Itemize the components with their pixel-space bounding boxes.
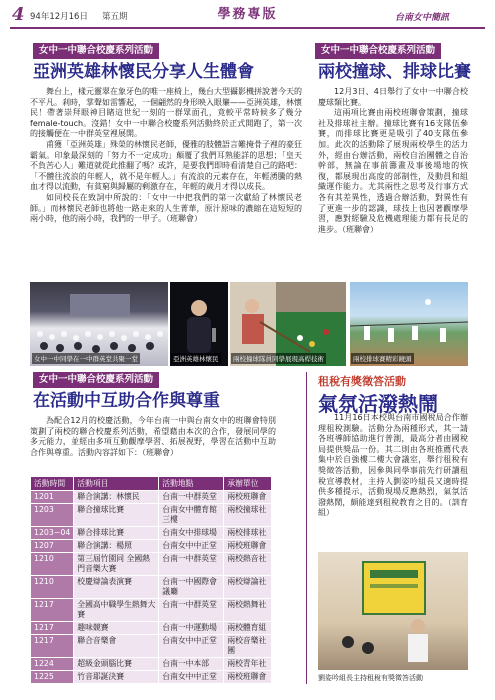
- photo-caption: 兩校排球賽精彩鏡頭: [353, 355, 412, 363]
- table-cell: 兩校撞球社: [224, 504, 272, 527]
- article3-title: 在活動中互助合作與尊重: [33, 391, 220, 411]
- table-cell: 兩校熱舞社: [224, 599, 272, 622]
- quiz-illustration: [318, 552, 468, 670]
- photo-lin-huai-min: [170, 282, 228, 366]
- table-cell: 台南一中群英堂: [159, 553, 224, 576]
- table-cell: 1217: [31, 635, 74, 658]
- table-header-cell: 活動項目: [74, 477, 159, 491]
- table-cell: 全國高中職學生熱舞大賽: [74, 599, 159, 622]
- table-cell: 台南一中群英堂: [159, 599, 224, 622]
- table-cell: 台南女中排球場: [159, 527, 224, 540]
- article3-section-bar: 女中一中聯合校慶系列活動: [33, 372, 159, 388]
- table-cell: 超級金頭腦比賽: [74, 658, 159, 671]
- table-row: [31, 622, 272, 635]
- table-cell: 竹音耶誕決賽: [74, 671, 159, 684]
- table-header-cell: 活動地點: [159, 477, 224, 491]
- table-row: [31, 504, 272, 527]
- table-cell: 台南一中本部: [159, 658, 224, 671]
- table-cell: 兩校班聯會: [224, 540, 272, 553]
- table-cell: 聯合演講：林懷民: [74, 491, 159, 504]
- article1-title: 亞洲英雄林懷民分享人生體會: [33, 62, 254, 82]
- table-cell: 1203: [31, 504, 74, 527]
- table-cell: 台南女中中正堂: [159, 540, 224, 553]
- article1-paragraph: 甫獲「亞洲英雄」殊榮的林懷民老師，優雅的肢體語言難掩骨子裡的豪狂霸氣。印象最深刻的「努力不一定成功」顛覆了我們耳熟能詳的思想；「皇天不負苦心人」難道就從此推翻了嗎？或許，是要我們即時看清楚自己的路吧：「不體往流浪的年輕人，就不是年輕人。」有流浪的元素存在，年輕湧騰的熱血才得以流動，有貧窮與歸屬的剩激存在，年輕的歲月才得以成長。: [30, 139, 302, 192]
- header-divider: [10, 27, 485, 29]
- article4-section-label: 租稅有獎徵答活動: [318, 375, 406, 388]
- article1-paragraph: 舞台上，樣元靈翠在象牙色的唯一座椅上，幾台大型攝影機拼說著今天的不平凡。剎時，掌聲如雷響起，一個翩然的身形映入眼簾——亞洲英雄，林懷民！帶著崇拜眼神目睹這世紀一刻的一群眾面孔，竟較平常時候多了幾分female-touch。沒錯！女中一中聯合校慶系列活動終於正式開跑了，第一次的接觸便在一中群英堂裡展開。: [30, 87, 302, 139]
- article1-paragraph: 如同校長在致詞中所說的：「女中一中把我們的第一次獻給了林懷民老師。」而林懷民老師也將他一路走來的人生菁華，原汁原味的濃縮在這短短的兩小時，他的兩小時，我們的一甲子。（班聯會）: [30, 192, 302, 224]
- table-cell: 1225: [31, 671, 74, 684]
- table-cell: 1210: [31, 553, 74, 576]
- table-cell: 校慶辯論表演賽: [74, 576, 159, 599]
- photo-auditorium: [30, 282, 168, 366]
- table-cell: 1217: [31, 622, 74, 635]
- table-cell: 1210: [31, 576, 74, 599]
- article2-body: [318, 87, 468, 279]
- table-row: [31, 635, 272, 658]
- table-row: [31, 553, 272, 576]
- table-cell: 1201: [31, 491, 74, 504]
- table-cell: 聯合音樂會: [74, 635, 159, 658]
- table-cell: 聯合撞球比賽: [74, 504, 159, 527]
- article4-body: [318, 413, 468, 545]
- page-number: 4: [12, 4, 25, 25]
- photo-volleyball: [350, 282, 468, 366]
- issue-number: 第五期: [102, 12, 128, 22]
- table-cell: 第三屆竹園同 全國熱門音樂大賽: [74, 553, 159, 576]
- table-cell: 趣味競賽: [74, 622, 159, 635]
- table-cell: 台南女中中正堂: [159, 671, 224, 684]
- table-cell: 兩校音樂社團: [224, 635, 272, 658]
- table-header-row: [31, 477, 272, 491]
- article2-section-bar: 女中一中聯合校慶系列活動: [315, 43, 441, 59]
- column-divider: [306, 372, 307, 684]
- issue-date: 94年12月16日: [30, 12, 88, 22]
- table-cell: 兩校排球社: [224, 527, 272, 540]
- table-cell: 1224: [31, 658, 74, 671]
- table-cell: 台南一中群英堂: [159, 491, 224, 504]
- article4-photo-caption: 劉姿吟組長主持租稅有獎徵答活動: [318, 674, 423, 682]
- table-cell: 台南女中體育館三樓: [159, 504, 224, 527]
- photo-caption: 女中一中同學在一中群英堂共聚一堂: [34, 355, 138, 363]
- table-row: [31, 599, 272, 622]
- photo-billiards: [230, 282, 346, 366]
- table-cell: 聯合演講：楊照: [74, 540, 159, 553]
- table-cell: 台南女中中正堂: [159, 635, 224, 658]
- article1-body: [30, 87, 302, 277]
- table-cell: 兩校青年社: [224, 658, 272, 671]
- article1-section-bar: 女中一中聯合校慶系列活動: [33, 43, 159, 59]
- article2-title: 兩校撞球、排球比賽: [318, 62, 471, 82]
- photo-tax-quiz: [318, 552, 468, 670]
- table-body: [31, 491, 272, 684]
- table-cell: 兩校體育組: [224, 622, 272, 635]
- section-title: 學務專版: [217, 7, 278, 22]
- table-cell: 兩校辯論社: [224, 576, 272, 599]
- table-header-cell: 活動時間: [31, 477, 74, 491]
- article4-paragraph: 11月16日本校與台南市國稅局合作辦理租稅測驗。活動分為兩種形式，其一請各班導師協助進行普測，最高分者由國稅局提供獎品一份。其二則由各班推薦代表集中於自強樓二樓大會議室，舉行租稅有獎徵答活動，因參與同學事前先行研讀租稅宣導教材，主持人劉姿吟組長又適時提供多種提示，活動現場反應熱烈，氣氛活潑熱鬧，頗能達到租稅教育之目的。（訓育組）: [318, 413, 468, 518]
- article2-paragraph: 這兩項比賽由兩校班聯會策劃，撞球社及排球社主辦。撞球比賽有16支隊伍參賽，而排球比賽更是吸引了40支隊伍參加。此次的活動除了展現兩校學生的活力外，經由台辦活動，兩校自治團體之自治幹部，無論在事前籌畫及事後場地的恢復，都展現出高度的部制性，及動員和組織運作能力。尤其兩性之思考及行事方式各有其差異性，透過合辦活動，對異性有了更進一步的認識，球技上也因著觀摩學習，應對經驗及危機處理能力都有長足的進步。（班聯會）: [318, 108, 468, 234]
- table-row: [31, 491, 272, 504]
- article4-title: 氣氛活潑熱鬧: [318, 392, 438, 416]
- article2-paragraph: 12月3日、4日舉行了女中一中聯合校慶球類比賽。: [318, 87, 468, 107]
- table-cell: 兩校班聯會: [224, 671, 272, 684]
- table-row: [31, 576, 272, 599]
- activity-schedule-table: [30, 476, 272, 684]
- table-row: [31, 658, 272, 671]
- table-row: [31, 540, 272, 553]
- table-cell: 1207: [31, 540, 74, 553]
- table-cell: 台南一中國際會議廳: [159, 576, 224, 599]
- school-name: 台南女中簡訊: [395, 13, 450, 23]
- table-header-cell: 承辦單位: [224, 477, 272, 491]
- table-row: [31, 527, 272, 540]
- photo-caption: 亞洲英雄林懷民: [173, 355, 219, 363]
- table-cell: 兩校班聯會: [224, 491, 272, 504]
- article3-body: [30, 416, 276, 472]
- table-row: [31, 671, 272, 684]
- photo-caption: 兩校撞球隊員同學展現高桿技術: [233, 355, 324, 363]
- article3-paragraph: 為配合12月的校慶活動，今年台南一中與台南女中的班聯會特別策劃了兩校的聯合校慶系列活動，希望藉由本次的合作，發展同學的多元能力，並經由多項互動觀摩學習、拓展視野，學習在活動中互助合作與尊重。活動內容詳如下：（班聯會）: [30, 416, 276, 457]
- table-cell: 1217: [31, 599, 74, 622]
- table-cell: 1203~04: [31, 527, 74, 540]
- table-cell: 聯合排球比賽: [74, 527, 159, 540]
- table-cell: 兩校熱音社: [224, 553, 272, 576]
- table-cell: 台南一中運動場: [159, 622, 224, 635]
